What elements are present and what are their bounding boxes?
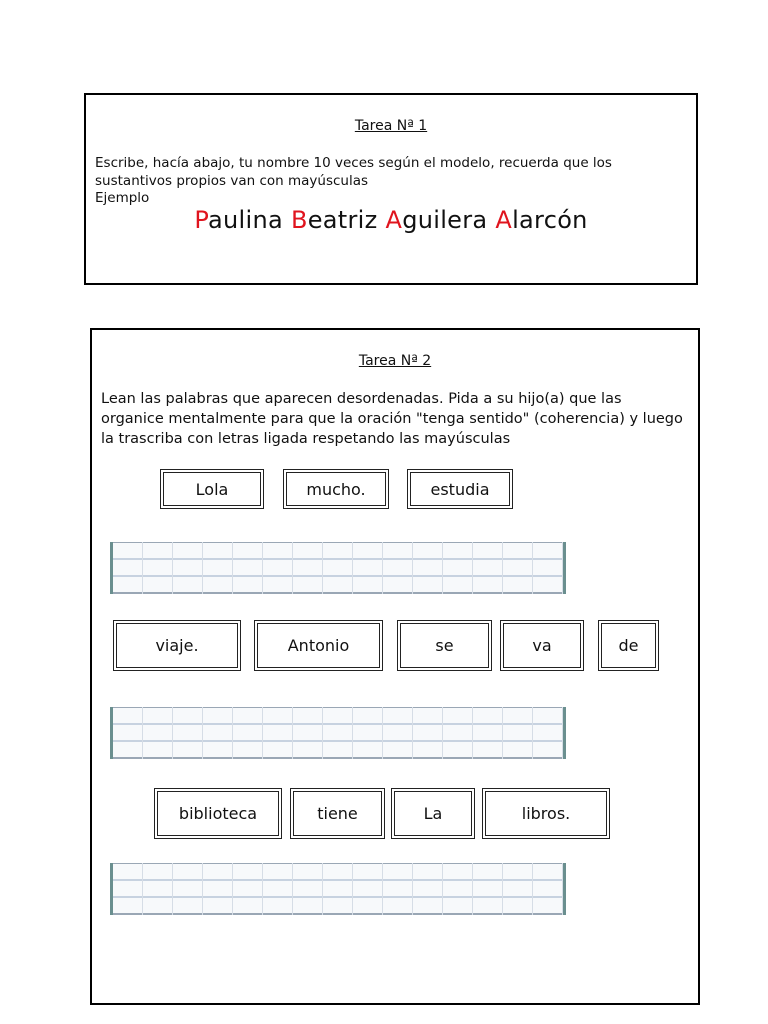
word-text: La [394, 791, 472, 836]
word-card [113, 620, 241, 671]
word-text: mucho. [286, 472, 386, 506]
writing-lines[interactable] [110, 707, 566, 759]
writing-lines[interactable] [110, 542, 566, 594]
word-card [598, 620, 659, 671]
model-name [86, 206, 696, 234]
word-card [254, 620, 383, 671]
word-card [482, 788, 610, 839]
name-initial: A [385, 206, 403, 234]
word-text: tiene [293, 791, 382, 836]
tarea-1-box [84, 93, 698, 285]
word-card [283, 469, 389, 509]
word-text: viaje. [116, 623, 238, 668]
word-text: Antonio [257, 623, 380, 668]
word-text: va [503, 623, 581, 668]
word-text: libros. [485, 791, 607, 836]
word-card [397, 620, 492, 671]
word-card [391, 788, 475, 839]
word-card [407, 469, 513, 509]
word-text: de [601, 623, 656, 668]
example-label: Ejemplo [95, 190, 150, 206]
tarea-2-instruction: Lean las palabras que aparecen desordenadas. Pida a su hijo(a) que las organice mentalmente para que la oración "tenga sentido" (coherencia) y luego la trascriba con letras ligada respetando las mayúsculas [101, 391, 683, 447]
word-text: se [400, 623, 489, 668]
name-initial: P [194, 206, 209, 234]
word-card [500, 620, 584, 671]
word-text: Lola [163, 472, 261, 506]
name-rest: guilera [402, 206, 488, 234]
word-text: biblioteca [157, 791, 279, 836]
writing-lines[interactable] [110, 863, 566, 915]
name-rest: eatriz [307, 206, 378, 234]
word-card [290, 788, 385, 839]
word-card [160, 469, 264, 509]
name-initial: A [495, 206, 513, 234]
tarea-1-instruction: Escribe, hacía abajo, tu nombre 10 veces según el modelo, recuerda que los sustantivos propios van con mayúsculas [95, 155, 612, 189]
name-initial: B [290, 206, 308, 234]
tarea-2-box [90, 328, 700, 1005]
word-card [154, 788, 282, 839]
tarea-2-title: Tarea Nª 2 [358, 353, 432, 369]
name-rest: aulina [208, 206, 283, 234]
tarea-1-title: Tarea Nª 1 [354, 118, 428, 134]
name-rest: larcón [512, 206, 588, 234]
word-text: estudia [410, 472, 510, 506]
